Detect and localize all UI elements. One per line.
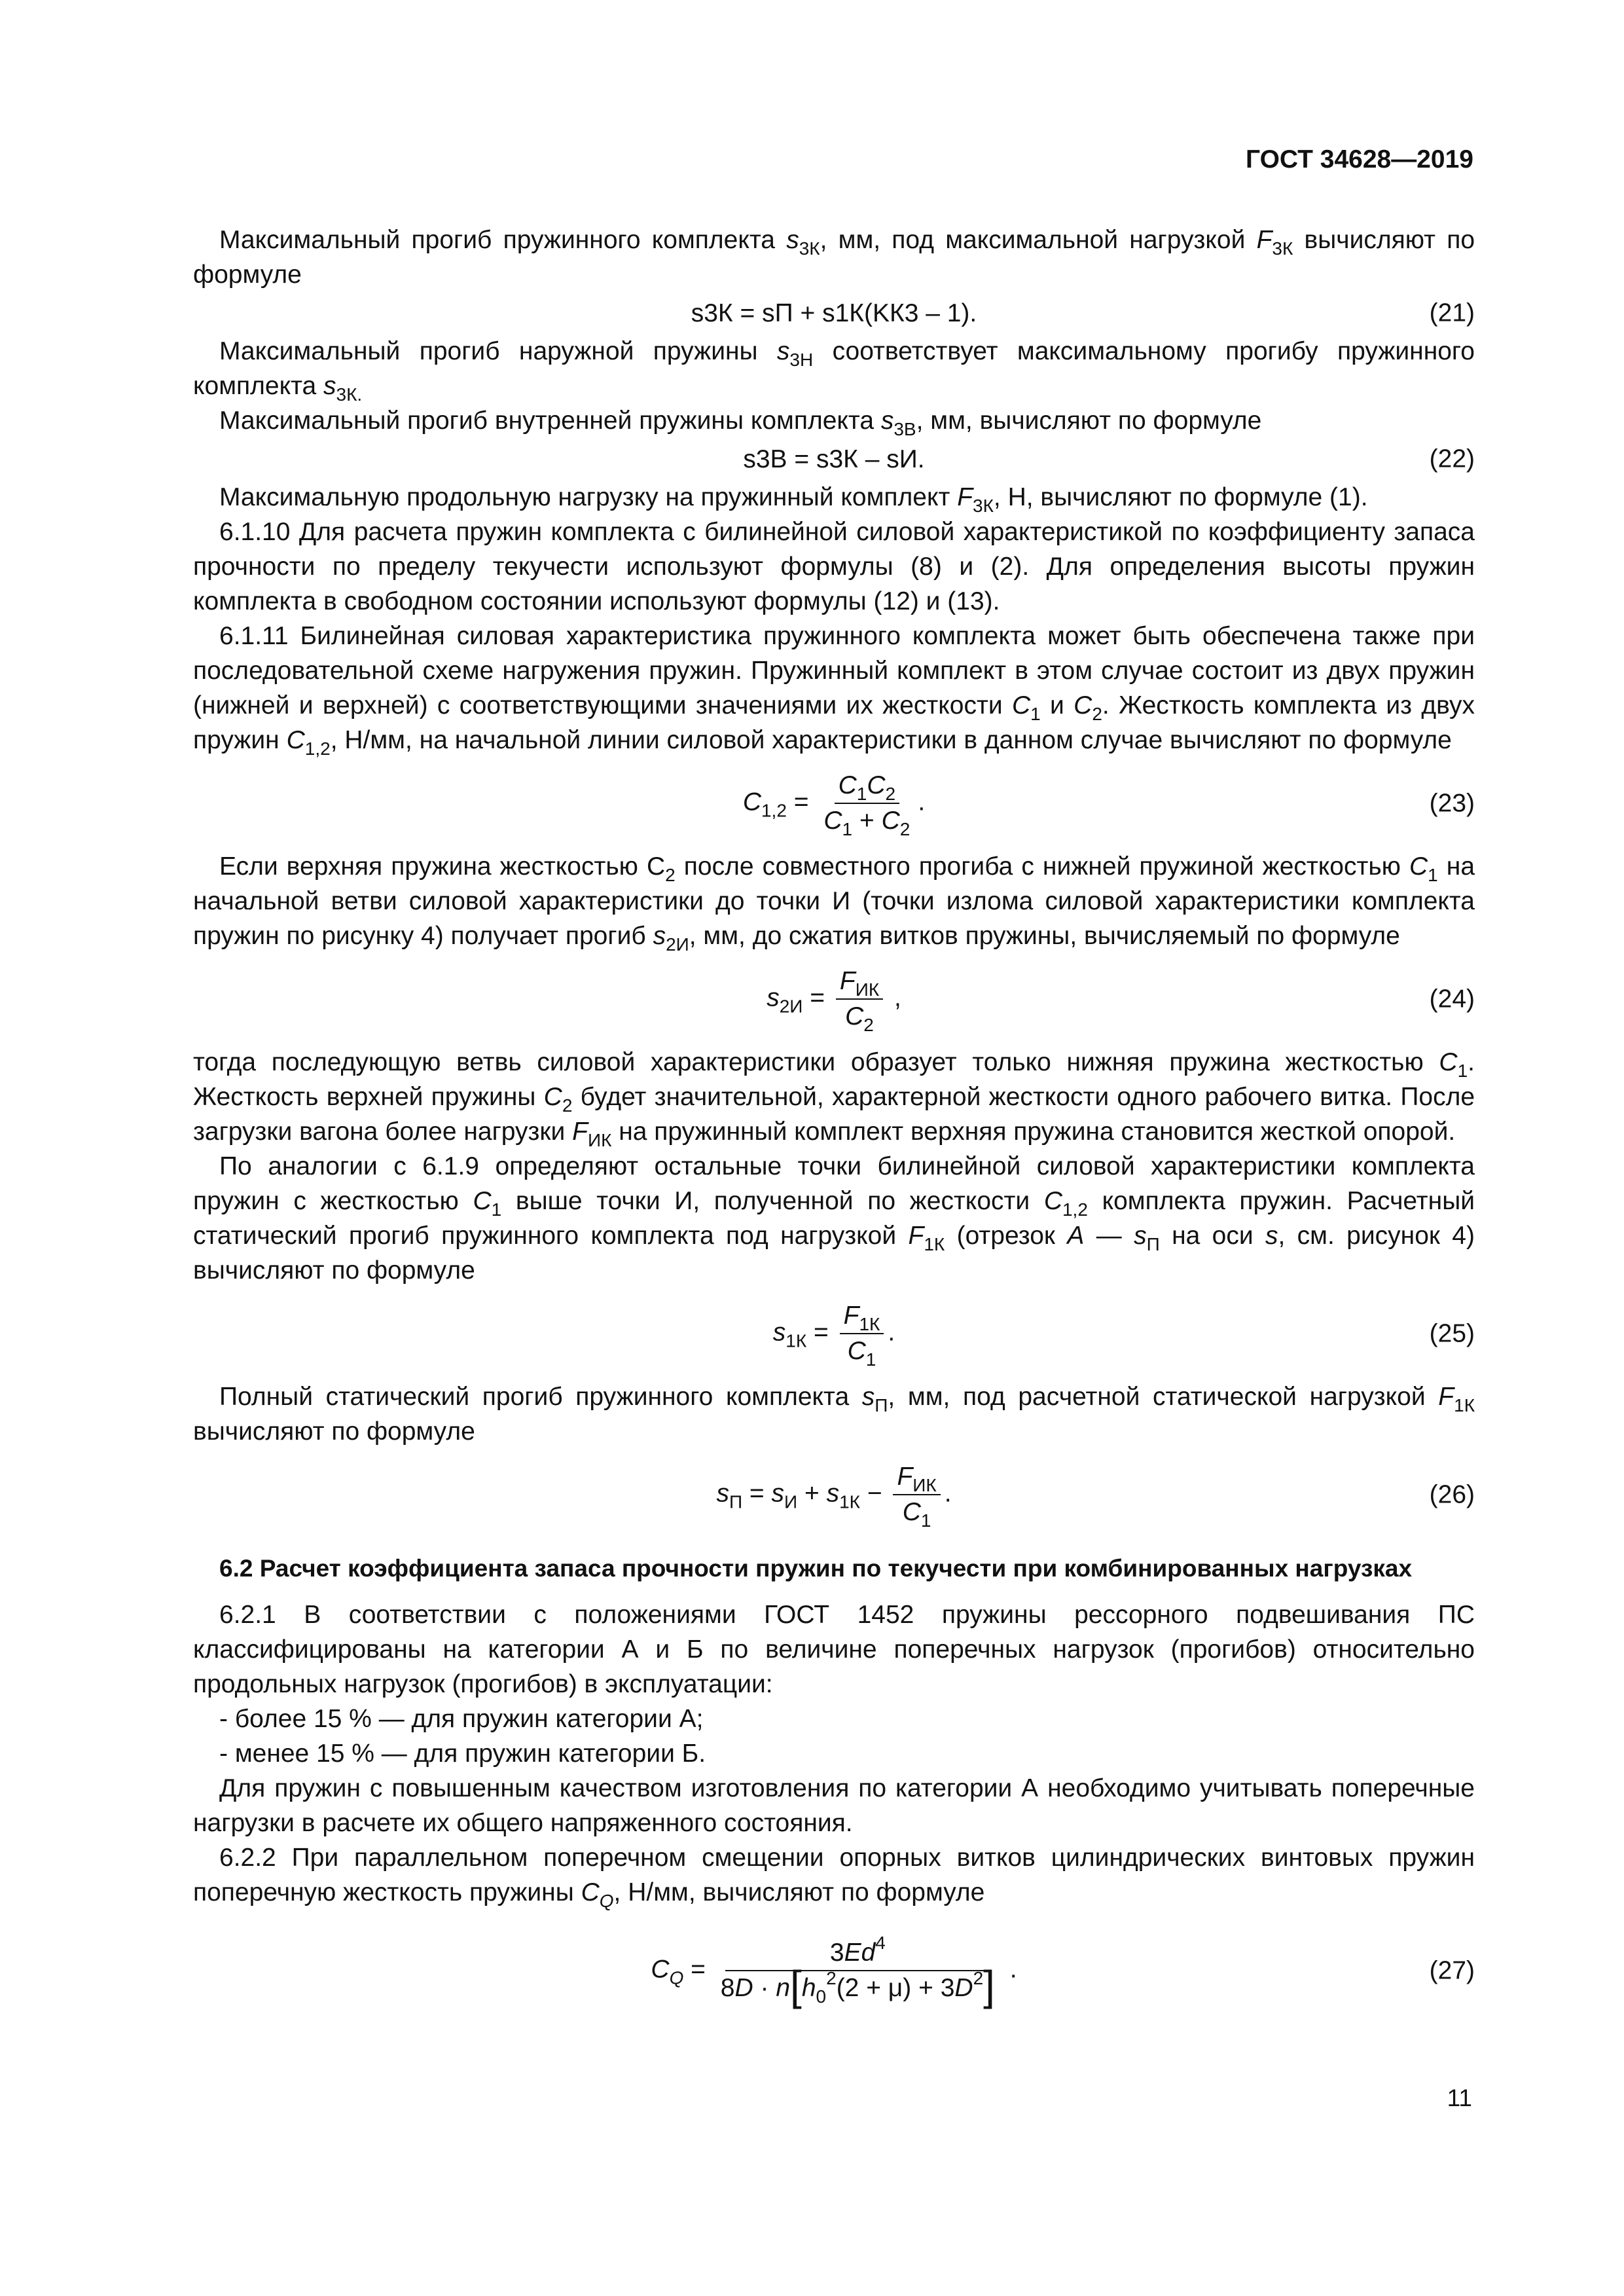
paragraph-6-1-10: 6.1.10 Для расчета пружин комплекта с билинейной силовой характеристикой по коэффициенту запаса прочности по пределу текучести используют формулы (8) и (2). Для определения высоты пружин комплекта в свободном состоянии используют формулы (12) и (13). [193, 518, 1475, 615]
equation-23-render: $C_{1,2}$ = $\frac{C_1C_2}{C_1 + C_2}$ . [742, 771, 926, 839]
equation-27-number: (27) [1429, 1956, 1475, 1984]
equation-23-number: (23) [1429, 789, 1475, 818]
equation-25-number: (25) [1429, 1319, 1475, 1348]
paragraph-improved-quality: Для пружин с повышенным качеством изготовления по категории А необходимо учитывать поперечные нагрузки в расчете их общего напряженного состояния. [193, 1774, 1475, 1837]
paragraph-6-1-11: 6.1.11 Билинейная силовая характеристика пружинного комплекта может быть обеспечена также при последовательной схеме нагружения пружин. Пружинный комплект в этом случае состоит из двух пружин (нижней и верхней) с соответствующими значениями их жесткости $C_1$ и $C_2$. Жесткость комплекта из двух пружин $C_{1,2}$, Н/мм, на начальной линии силовой характеристики в данном случае вычисляют по формуле [193, 622, 1475, 759]
paragraph-analogy-6-1-9: По аналогии с 6.1.9 определяют остальные точки билинейной силовой характеристики комплекта пружин с жесткостью $C_1$ выше точки И, полученной по жесткости $C_{1,2}$ комплекта пружин. Расчетный статический прогиб пружинного комплекта под нагрузкой $F_{1К}$ (отрезок A — $s_П$ на оси s, см. рисунок 4) вычисляют по формуле [193, 1152, 1475, 1285]
paragraph-6-2-2: 6.2.2 При параллельном поперечном смещении опорных витков цилиндрических винтовых пружин поперечную жесткость пружины $C_Q$, Н/мм, вычисляют по формуле [193, 1844, 1475, 1911]
list-item-category-a: - более 15 % — для пружин категории А; [219, 1705, 704, 1733]
equation-26-render: $s_П = s_И + s_{1К}$ − $\frac{F_{ИК}}{C_1}$ . [716, 1463, 952, 1531]
document-code-header: ГОСТ 34628—2019 [1246, 145, 1473, 173]
equation-22-number: (22) [1429, 445, 1475, 473]
page-content [193, 223, 1475, 2031]
paragraph-6-2-1: 6.2.1 В соответствии с положениями ГОСТ 1452 пружины рессорного подвешивания ПС классифицированы на категории А и Б по величине поперечных нагрузок (прогибов) относительно продольных нагрузок (прогибов) в эксплуатации: [193, 1601, 1475, 1698]
equation-27-render: $C_Q$ = $\frac{3Ed^4}{8D \cdot n[h_0^2(2 + \mu) + 3D^2]}$ . [651, 1932, 1017, 2009]
equation-24 [193, 953, 1475, 1045]
equation-24-number: (24) [1429, 985, 1475, 1013]
equation-25 [193, 1288, 1475, 1379]
equation-23 [193, 757, 1475, 849]
equation-21-expression: s3К = sП + s1К(KК3 – 1). [691, 299, 977, 327]
equation-24-render: $s_{2И}$ = $\frac{F_{ИК}}{C_2}$ , [767, 967, 901, 1035]
paragraph-upper-spring: Если верхняя пружина жесткостью $С_2$ после совместного прогиба с нижней пружиной жесткостью $C_1$ на начальной ветви силовой характеристики до точки И (точки излома силовой характеристики комплекта пружин по рисунку 4) получает прогиб $s_{2И}$, мм, до сжатия витков пружины, вычисляемый по формуле [193, 852, 1475, 955]
paragraph-max-load: Максимальную продольную нагрузку на пружинный комплект $F_{3К}$, Н, вычисляют по формуле (1). [219, 483, 1368, 516]
paragraph-inner-spring: Максимальный прогиб внутренней пружины комплекта $s_{3В}$, мм, вычисляют по формуле [219, 407, 1262, 439]
list-item-category-b: - менее 15 % — для пружин категории Б. [219, 1740, 706, 1768]
paragraph-outer-spring: Максимальный прогиб наружной пружины $s_{3Н}$ соответствует максимальному прогибу пружинного комплекта $s_{3К.}$ [193, 337, 1475, 405]
equation-21-number: (21) [1429, 299, 1475, 327]
equation-25-render: $s_{1К}$ = $\frac{F_{1К}}{C_1}$ . [772, 1302, 895, 1370]
paragraph-max-deflection: Максимальный прогиб пружинного комплекта $s_{3К}$, мм, под максимальной нагрузкой $F_{3К}$ вычисляют по формуле [193, 226, 1475, 289]
equation-26-number: (26) [1429, 1480, 1475, 1509]
equation-26 [193, 1449, 1475, 1540]
equation-22-expression: s3В = s3К – sИ. [743, 445, 925, 473]
paragraph-lower-branch: тогда последующую ветвь силовой характеристики образует только нижняя пружина жесткостью $C_1$. Жесткость верхней пружины $C_2$ будет значительной, характерной жесткости одного рабочего витка. После загрузки вагона более нагрузки $F_{ИК}$ на пружинный комплект верхняя пружина становится жесткой опорой. [193, 1048, 1475, 1150]
equation-21 [193, 292, 1475, 334]
equation-27 [193, 1910, 1475, 2031]
equation-22 [193, 438, 1475, 480]
section-heading-6-2: 6.2 Расчет коэффициента запаса прочности пружин по текучести при комбинированных нагрузках [219, 1555, 1413, 1582]
page-number: 11 [1447, 2085, 1472, 2111]
paragraph-full-static-deflection: Полный статический прогиб пружинного комплекта $s_П$, мм, под расчетной статической нагрузкой $F_{1К}$ вычисляют по формуле [193, 1383, 1475, 1446]
